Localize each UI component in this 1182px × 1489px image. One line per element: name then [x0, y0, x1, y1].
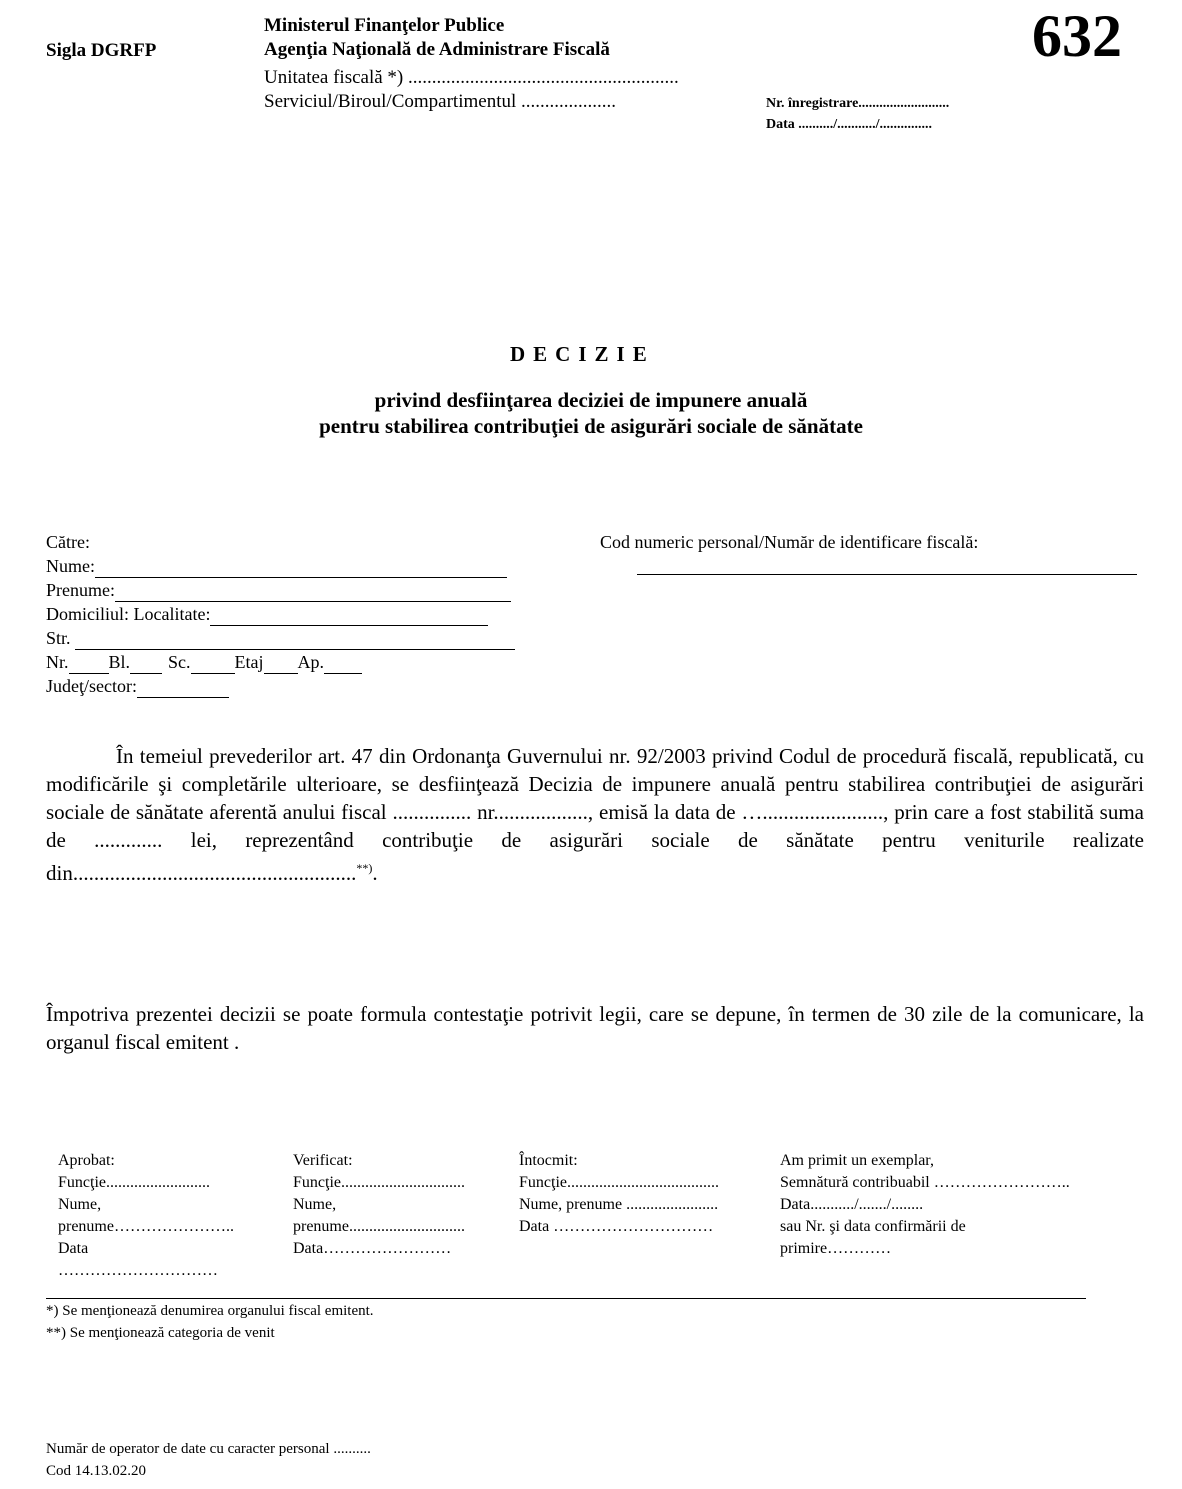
- county-label: Judeţ/sector:: [46, 676, 137, 696]
- prepared-date: Data …………………………: [519, 1218, 714, 1235]
- apt-label: Ap.: [297, 652, 325, 672]
- appeal-paragraph: Împotriva prezentei decizii se poate formula contestaţie potrivit legii, care se depune, în termen de 30 zile de la comunicare, la organul fiscal emitent .: [46, 1002, 1144, 1054]
- domicile-input-line[interactable]: [210, 606, 488, 626]
- cnp-input-line[interactable]: [637, 574, 1137, 575]
- received-or-text: sau Nr. şi data confirmării de: [780, 1218, 966, 1235]
- approved-date-label: Data: [58, 1240, 89, 1257]
- footnote-2: **) Se menţionează categoria de venit: [46, 1325, 275, 1341]
- fiscal-unit-field: Unitatea fiscală *) .........................................................: [264, 67, 679, 88]
- name-input-line[interactable]: [95, 558, 507, 578]
- form-code: Cod 14.13.02.20: [46, 1463, 147, 1479]
- block-input-line[interactable]: [130, 654, 162, 674]
- surname-label: Prenume:: [46, 580, 115, 600]
- footnote-ref-2: **): [356, 861, 373, 875]
- prepared-label: Întocmit:: [519, 1152, 578, 1169]
- received-block: [780, 1150, 1125, 1260]
- decision-paragraph: [46, 742, 1144, 887]
- verified-date: Data……………………: [293, 1240, 452, 1257]
- operator-number: Număr de operator de date cu caracter personal ..........: [46, 1441, 371, 1457]
- verified-surname: prenume.............................: [293, 1218, 465, 1235]
- footnote-divider: [46, 1298, 1086, 1299]
- form-number: 632: [1032, 3, 1122, 69]
- service-field: Serviciul/Biroul/Compartimentul ....................: [264, 91, 617, 112]
- ministry-name: Ministerul Finanţelor Publice: [264, 15, 505, 36]
- approved-block: [58, 1150, 268, 1282]
- footnote-1: *) Se menţionează denumirea organului fiscal emitent.: [46, 1303, 374, 1319]
- block-label: Bl.: [108, 652, 131, 672]
- recipient-to-label: Către:: [46, 532, 90, 552]
- verified-name: Nume,: [293, 1196, 337, 1213]
- domicile-label: Domiciliul: Localitate:: [46, 604, 211, 624]
- decision-text-end: .: [372, 861, 378, 885]
- name-label: Nume:: [46, 556, 95, 576]
- received-signature: Semnătură contribuabil ……………………..: [780, 1174, 1070, 1191]
- floor-input-line[interactable]: [264, 654, 298, 674]
- approved-date-dots: …………………………: [58, 1262, 218, 1279]
- verified-label: Verificat:: [293, 1152, 353, 1169]
- registration-number-field: Nr. înregistrare..........................: [766, 96, 950, 111]
- nr-label: Nr.: [46, 652, 69, 672]
- prepared-function: Funcţie......................................: [519, 1174, 719, 1191]
- prepared-name: Nume, prenume .......................: [519, 1196, 719, 1213]
- document-subtitle-line1: privind desfiinţarea deciziei de impunere anuală: [374, 388, 808, 412]
- registration-date-field: Data ........../.........../...............: [766, 117, 933, 132]
- apt-input-line[interactable]: [324, 654, 362, 674]
- received-label: Am primit un exemplar,: [780, 1152, 934, 1169]
- verified-block: [293, 1150, 503, 1260]
- recipient-block: [46, 530, 515, 698]
- received-receipt: primire…………: [780, 1240, 892, 1257]
- approved-function: Funcţie..........................: [58, 1174, 210, 1191]
- stair-label: Sc.: [168, 652, 191, 672]
- decision-text: În temeiul prevederilor art. 47 din Ordonanţa Guvernului nr. 92/2003 privind Codul de procedură fiscală, republicată, cu modificările şi completările ulterioare, se desfiinţează Decizia de impunere anuală pentru stabilirea contribuţiei de asigurări sociale de sănătate aferentă anului fiscal ............... nr.................., emisă la data de …......................., prin care a fost stabilită suma de ............. lei, reprezentând contribuţie de asigurări sociale de sănătate pentru veniturile realizate din......................................................: [46, 744, 1144, 885]
- street-label: Str.: [46, 628, 71, 648]
- approved-label: Aprobat:: [58, 1152, 115, 1169]
- document-title: DECIZIE: [510, 342, 655, 366]
- county-input-line[interactable]: [137, 678, 229, 698]
- prepared-block: [519, 1150, 764, 1238]
- approved-surname: prenume…………………..: [58, 1218, 234, 1235]
- cnp-label: Cod numeric personal/Număr de identificare fiscală:: [600, 532, 979, 552]
- verified-function: Funcţie...............................: [293, 1174, 465, 1191]
- logo-placeholder: Sigla DGRFP: [46, 40, 157, 61]
- floor-label: Etaj: [234, 652, 264, 672]
- street-input-line[interactable]: [75, 630, 515, 650]
- document-subtitle-line2: pentru stabilirea contribuţiei de asigurări sociale de sănătate: [319, 414, 863, 438]
- approved-name: Nume,: [58, 1196, 102, 1213]
- agency-name: Agenţia Naţională de Administrare Fiscală: [264, 39, 610, 60]
- stair-input-line[interactable]: [191, 654, 235, 674]
- surname-input-line[interactable]: [115, 582, 511, 602]
- received-date: Data.........../......./........: [780, 1196, 924, 1213]
- nr-input-line[interactable]: [69, 654, 109, 674]
